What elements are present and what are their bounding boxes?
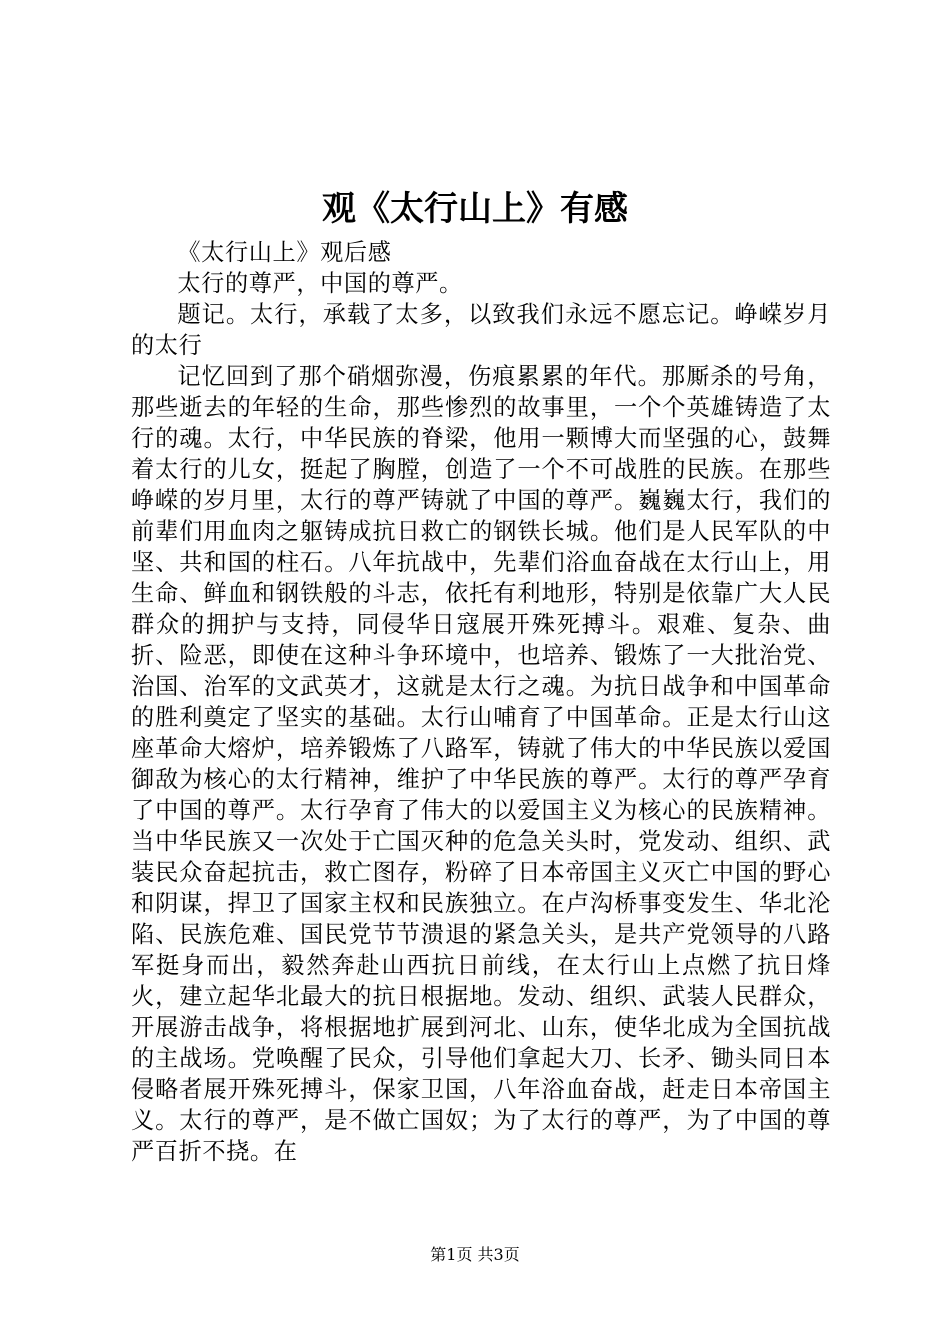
- paragraph-epigraph: 题记。太行，承载了太多，以致我们永远不愿忘记。峥嵘岁月的太行: [131, 301, 831, 359]
- paragraph-motto: 太行的尊严，中国的尊严。: [177, 270, 463, 297]
- paragraph-main: 记忆回到了那个硝烟弥漫，伤痕累累的年代。那厮杀的号角，那些逝去的年轻的生命，那些惨烈的故事里，一个个英雄铸造了太行的魂。太行，中华民族的脊梁，他用一颗博大而坚强的心，鼓舞着太行的儿女，挺起了胸膛，创造了一个不可战胜的民族。在那些峥嵘的岁月里，太行的尊严铸就了中国的尊严。巍巍太行，我们的前辈们用血肉之躯铸成抗日救亡的钢铁长城。他们是人民军队的中坚、共和国的柱石。八年抗战中，先辈们浴血奋战在太行山上，用生命、鲜血和钢铁般的斗志，依托有利地形，特别是依靠广大人民群众的拥护与支持，同侵华日寇展开殊死搏斗。艰难、复杂、曲折、险恶，即使在这种斗争环境中，也培养、锻炼了一大批治党、治国、治军的文武英才，这就是太行之魂。为抗日战争和中国革命的胜利奠定了坚实的基础。太行山哺育了中国革命。正是太行山这座革命大熔炉，培养锻炼了八路军，铸就了伟大的中华民族以爱国御敌为核心的太行精神，维护了中华民族的尊严。太行的尊严孕育了中国的尊严。太行孕育了伟大的以爱国主义为核心的民族精神。当中华民族又一次处于亡国灭种的危急关头时，党发动、组织、武装民众奋起抗击，救亡图存，粉碎了日本帝国主义灭亡中国的野心和阴谋，捍卫了国家主权和民族独立。在卢沟桥事变发生、华北沦陷、民族危难、国民党节节溃退的紧急关头，是共产党领导的八路军挺身而出，毅然奔赴山西抗日前线，在太行山上点燃了抗日烽火，建立起华北最大的抗日根据地。发动、组织、武装人民群众，开展游击战争，将根据地扩展到河北、山东，使华北成为全国抗战的主战场。党唤醒了民众，引导他们拿起大刀、长矛、锄头同日本侵略者展开殊死搏斗，保家卫国，八年浴血奋战，赶走日本帝国主义。太行的尊严，是不做亡国奴；为了太行的尊严，为了中国的尊严百折不挠。在: [131, 363, 831, 1165]
- page-number: 第1页 共3页: [430, 1245, 520, 1264]
- document-title: 观《太行山上》有感: [322, 189, 628, 229]
- paragraph-subtitle: 《太行山上》观后感: [177, 239, 392, 266]
- document-body: [131, 237, 831, 1167]
